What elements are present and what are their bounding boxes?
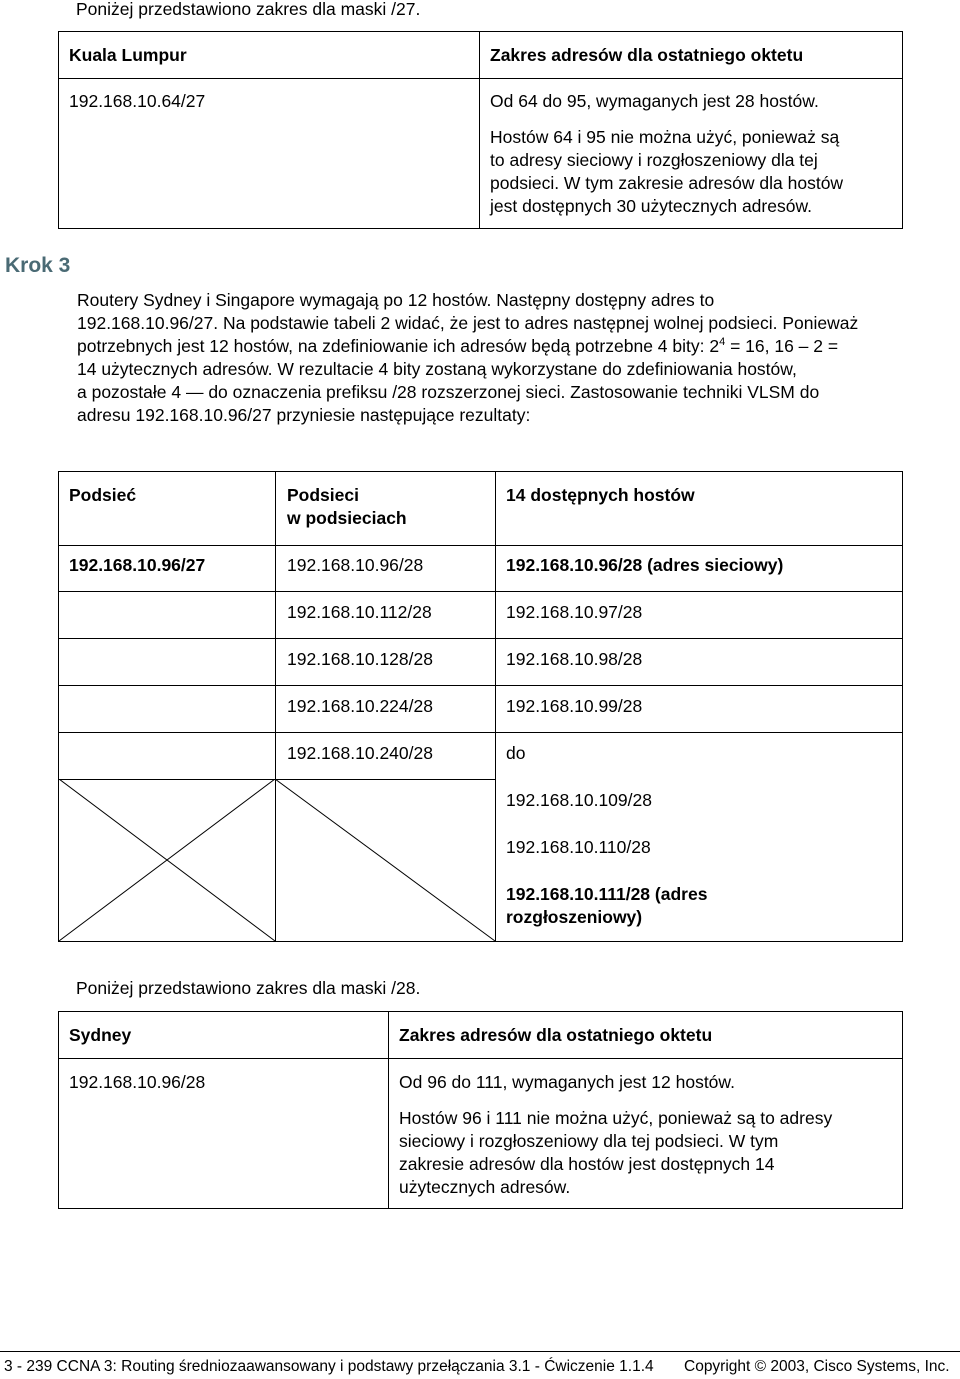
sy-row-note: Hostów 96 i 111 nie można użyć, ponieważ są to adresy sieciowy i rozgłoszeniowy dla tej podsieci. W tym zakresie adresów dla hostów jest dostępnych 14 użytecznych adresów. [399,1108,833,1197]
host-item: 192.168.10.109/28 [506,790,652,810]
subsubnet-item: 192.168.10.128/28 [287,649,433,669]
header-hosts: 14 dostępnych hostów [506,485,695,505]
sy-row-range: Od 96 do 111, wymaganych jest 12 hostów. [399,1072,735,1092]
subnet-value: 192.168.10.96/27 [69,555,206,575]
kuala-lumpur-table [58,31,903,229]
footer-divider [0,1351,960,1352]
header-subnet: Podsieć [69,485,137,505]
intro-mask-27: Poniżej przedstawiono zakres dla maski /27. [76,0,421,19]
step-heading: Krok 3 [5,254,71,277]
subsubnet-item: 192.168.10.96/28 [287,555,424,575]
host-broadcast-address: 192.168.10.111/28 (adres rozgłoszeniowy) [506,884,708,927]
host-item: do [506,743,526,763]
header-subsubnets: Podsieci w podsieciach [287,485,407,528]
footer-left: 3 - 239 CCNA 3: Routing średniozaawansowany i podstawy przełączania 3.1 - Ćwiczenie 1.1.4 [4,1358,654,1375]
sydney-table [58,1011,903,1209]
sy-header-left: Sydney [69,1025,132,1045]
intro-mask-28: Poniżej przedstawiono zakres dla maski /28. [76,978,421,998]
subsubnet-item: 192.168.10.224/28 [287,696,433,716]
host-item: 192.168.10.98/28 [506,649,643,669]
host-network-address: 192.168.10.96/28 (adres sieciowy) [506,555,784,575]
subnet-table [58,471,903,942]
sy-header-right: Zakres adresów dla ostatniego oktetu [399,1025,713,1045]
sy-row-network: 192.168.10.96/28 [69,1072,206,1092]
host-item: 192.168.10.97/28 [506,602,643,622]
empty-cell-diagonals [59,779,496,942]
host-item: 192.168.10.99/28 [506,696,643,716]
host-item: 192.168.10.110/28 [506,837,651,857]
kl-row-network: 192.168.10.64/27 [69,91,206,111]
subsubnet-item: 192.168.10.240/28 [287,743,433,763]
kl-header-right: Zakres adresów dla ostatniego oktetu [490,45,804,65]
subsubnet-item: 192.168.10.112/28 [287,602,432,622]
footer-copyright: Copyright © 2003, Cisco Systems, Inc. [684,1358,950,1375]
kl-row-note: Hostów 64 i 95 nie można użyć, ponieważ są to adresy sieciowy i rozgłoszeniowy dla tej podsieci. W tym zakresie adresów dla hostów jest dostępnych 30 użytecznych adresów. [490,127,844,216]
kl-header-left: Kuala Lumpur [69,45,187,65]
step-paragraph: Routery Sydney i Singapore wymagają po 12 hostów. Następny dostępny adres to 192.168.10.96/27. Na podstawie tabeli 2 widać, że jest to adres następnej wolnej podsieci. Ponieważ potrzebnych jest 12 hostów, na zdefiniowanie ich adresów będą potrzebne 4 bity: $2^4 = 16$, 16 – 2 = 14 użytecznych adresów. W rezultacie 4 bity zostaną wykorzystane do zdefiniowania hostów, a pozostałe 4 — do oznaczenia prefiksu /28 rozszerzonej sieci. Zastosowanie techniki VLSM do adresu 192.168.10.96/27 przyniesie następujące rezultaty: [77,290,859,425]
kl-row-range: Od 64 do 95, wymaganych jest 28 hostów. [490,91,819,111]
